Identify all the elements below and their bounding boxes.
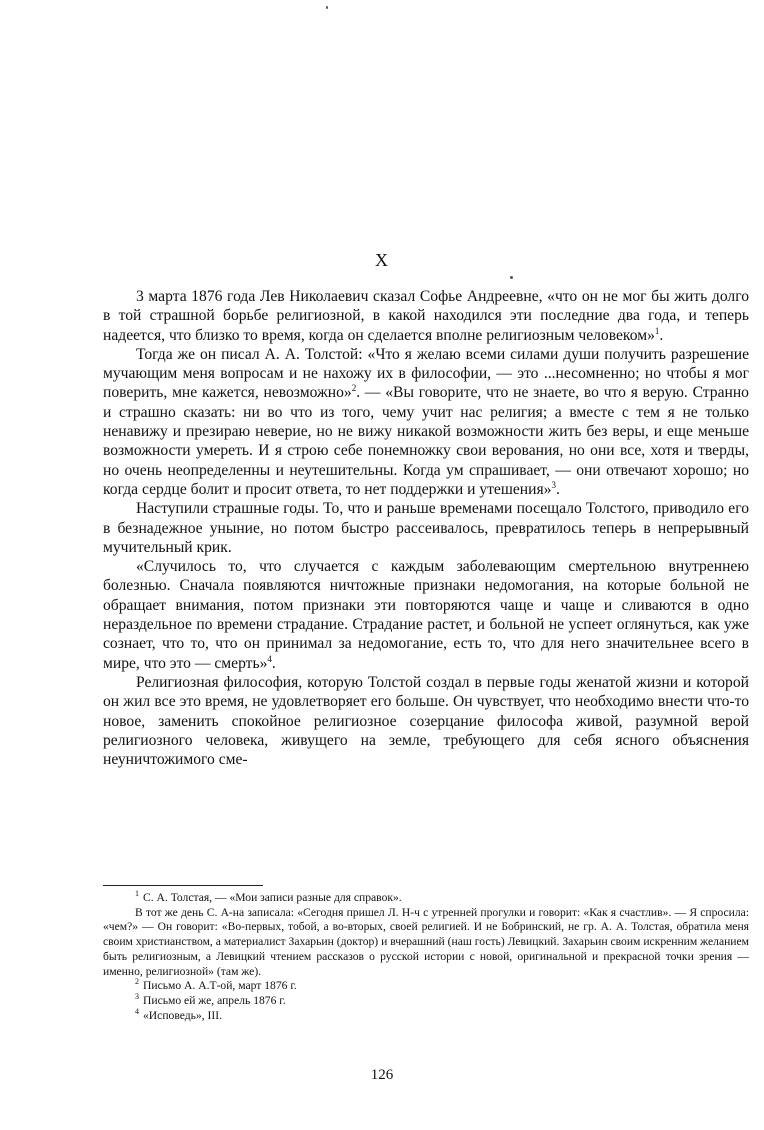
paragraph: Тогда же он писал А. А. Толстой: «Что я желаю всеми силами души получить разрешение мучающим меня вопросам и не нахожу их в философии, — это ...несомненно; но чтобы я мог поверить, мне кажется, невозможно»$^2$. — «Вы говорите, что не знаете, во что я верую. Странно и страшно сказать: ни во что из того, чему учит нас религия; а вместе с тем я не только ненавижу и презираю неверие, но не вижу никакой возможности жить без веры, и еще меньше возможности умереть. И я строю себе понемножку свои верования, но они все, хотя и тверды, но очень неопределенны и неутешительны. Когда ум спрашивает, — они отвечают хорошо; но когда сердце болит и просит ответа, то нет поддержки и утешения»$^3$. [103,345,749,498]
page-number: 126 [370,1067,394,1083]
scan-speck [326,6,328,9]
footnote: $^2$ Письмо А. А.Т-ой, март 1876 г. [135,977,297,993]
footnote-mark: 2 [135,977,139,987]
paragraph: 3 марта 1876 года Лев Николаевич сказал Софье Андреевне, «что он не мог бы жить долго в той страшной борьбе религиозной, в какой находился эти последние два года, и теперь надеется, что близко то время, когда он сделается вполне религиозным человеком»$^1$. [103,288,749,344]
footnote: В тот же день С. А-на записала: «Сегодня пришел Л. Н-ч с утренней прогулки и говорит: «Как я счастлив». — Я спросила: «чем?» — Он говорит: «Во-первых, тобой, а во-вторых, своей религией. И не Бобринский, не гр. А. А. Толстая, обратила меня своим христианством, а материалист Захарьин (доктор) и вчерашний (наш гость) Левицкий. Захарьин своим искренним желанием быть религиозным, а Левицкий чтением рассказов о русской истории с новой, оригинальной и прекрасной точки зрения — именно, религиозной» (там же). [103,905,749,978]
paragraph: «Случилось то, что случается с каждым заболевающим смертельною внутреннею болезнью. Сначала появляются ничтожные признаки недомогания, на которые больной не обращает внимания, потом признаки эти повторяются чаще и чаще и сливаются в одно нераздельное по времени страдание. Страдание растет, и больной не успеет оглянуться, как уже сознает, что то, что он принимал за недомогание, есть то, что для него значительнее всего в мире, что это — смерть»$^4$. [103,558,749,672]
footnote: $^4$ «Исповедь», III. [135,1006,222,1022]
chapter-heading: X [375,250,389,270]
footnote: $^3$ Письмо ей же, апрель 1876 г. [135,992,286,1007]
footnote-ref: 4 [267,653,272,664]
footnote-mark: 4 [135,1006,139,1016]
footnote-divider [103,885,263,886]
footnote-mark: 3 [135,992,139,1002]
scan-speck [510,276,513,279]
footnote-mark: 1 [135,889,139,899]
footnote-ref: 2 [351,383,357,394]
paragraph: Наступили страшные годы. То, что и раньше временами посещало Толстого, приводило его в безнадежное уныние, но потом быстро рассеивалось, превратилось теперь в непрерывный мучительный крик. [103,500,749,556]
footnote-ref: 3 [551,479,556,490]
footnotes [103,891,749,1023]
main-text [103,287,749,769]
footnote-ref: 1 [654,325,660,336]
paragraph: Религиозная философия, которую Толстой создал в первые годы женатой жизни и которой он жил все это время, не удовлетворяет его больше. Он чувствует, что необходимо внести что-то новое, заменить спокойное религиозное созерцание философа живой, разумной верой религиозного человека, живущего на земле, требующего для себя ясного объяснения неуничтожимого сме- [103,673,749,769]
footnote: $^1$ С. А. Толстая, — «Мои записи разные для справок». [135,889,402,904]
